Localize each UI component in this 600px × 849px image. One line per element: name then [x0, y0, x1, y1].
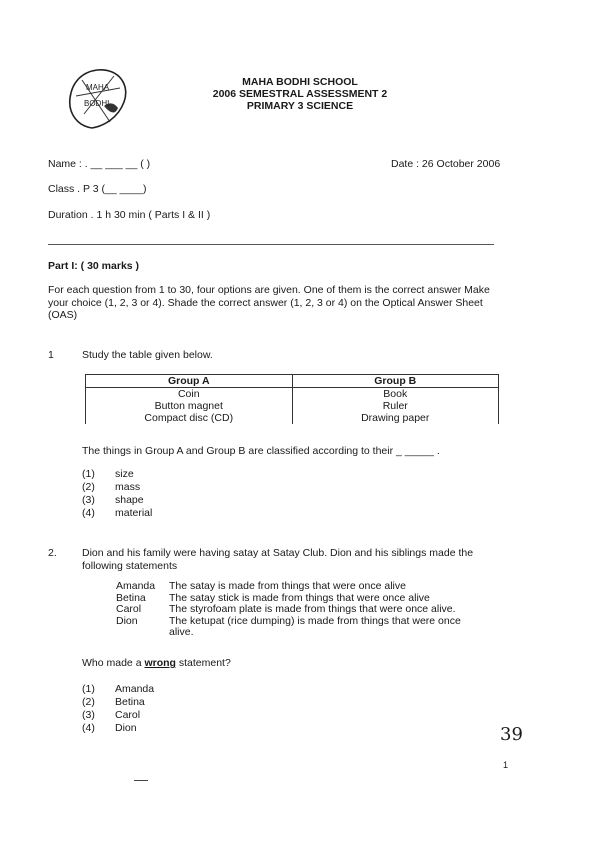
table-header: Group A [86, 375, 292, 388]
statement-list [116, 581, 487, 639]
table-cell: Drawing paper [292, 412, 498, 424]
table-cell: Coin [177, 388, 200, 400]
school-name: MAHA BODHI SCHOOL [242, 76, 358, 88]
option-3: (3) Carol [82, 709, 141, 721]
option-4: (4) Dion [82, 722, 137, 734]
table-cell: Book [292, 388, 498, 401]
statement: Amanda The satay is made from things that were once alive [116, 580, 406, 592]
name-field: Name : . __ ___ __ ( ) [48, 158, 151, 170]
question-text: Who made a wrong statement? [82, 657, 231, 669]
svg-text:BODHI: BODHI [84, 99, 110, 108]
table-row [86, 400, 498, 412]
option-2: (2) Betina [82, 696, 145, 708]
small-mark: 1 [503, 760, 509, 770]
question-intro: Dion and his family were having satay at Satay Club. Dion and his siblings made the following statements [82, 547, 474, 572]
option-2: (2) mass [82, 481, 141, 493]
option-4: (4) material [82, 507, 153, 519]
question-prompt: Study the table given below. [82, 349, 213, 361]
duration-field: Duration . 1 h 30 min ( Parts I & II ) [48, 209, 211, 221]
statement: Betina The satay stick is made from things that were once alive [116, 591, 430, 604]
date-field: Date : 26 October 2006 [391, 158, 501, 170]
question-text: The things in Group A and Group B are classified according to their _ _____ . [82, 445, 440, 457]
subject-title: PRIMARY 3 SCIENCE [246, 100, 354, 112]
handwritten-mark: 39 [500, 724, 523, 745]
part-heading: Part I: ( 30 marks ) [48, 260, 140, 272]
statement: Carol The styrofoam plate is made from things that were once alive. [116, 603, 456, 615]
option-1: (1) Amanda [82, 683, 155, 695]
table-cell: Compact disc (CD) [144, 412, 234, 424]
option-1: (1) size [82, 468, 134, 480]
table-cell: Ruler [292, 400, 498, 412]
divider-line [48, 244, 494, 245]
table-header: Group B [292, 375, 498, 388]
group-table [85, 374, 499, 424]
option-3: (3) shape [82, 494, 144, 506]
part-instructions: For each question from 1 to 30, four options are given. One of them is the correct answer Make your choice (1, 2, 3 or 4). Shade the correct answer (1, 2, 3 or 4) on the Optical Answer Sheet (OAS) [48, 284, 490, 321]
scan-mark [134, 780, 148, 781]
question-number: 2. [48, 547, 57, 559]
table-row [86, 412, 498, 424]
svg-text:MAHA: MAHA [86, 83, 110, 92]
table-cell: Button magnet [154, 400, 223, 412]
assessment-title: 2006 SEMESTRAL ASSESSMENT 2 [212, 88, 388, 100]
question-number: 1 [48, 349, 54, 361]
class-field: Class . P 3 (__ ____) [48, 183, 147, 195]
statement: Dion The ketupat (rice dumping) is made from things that were once alive. [116, 614, 461, 638]
table-row [86, 388, 498, 401]
